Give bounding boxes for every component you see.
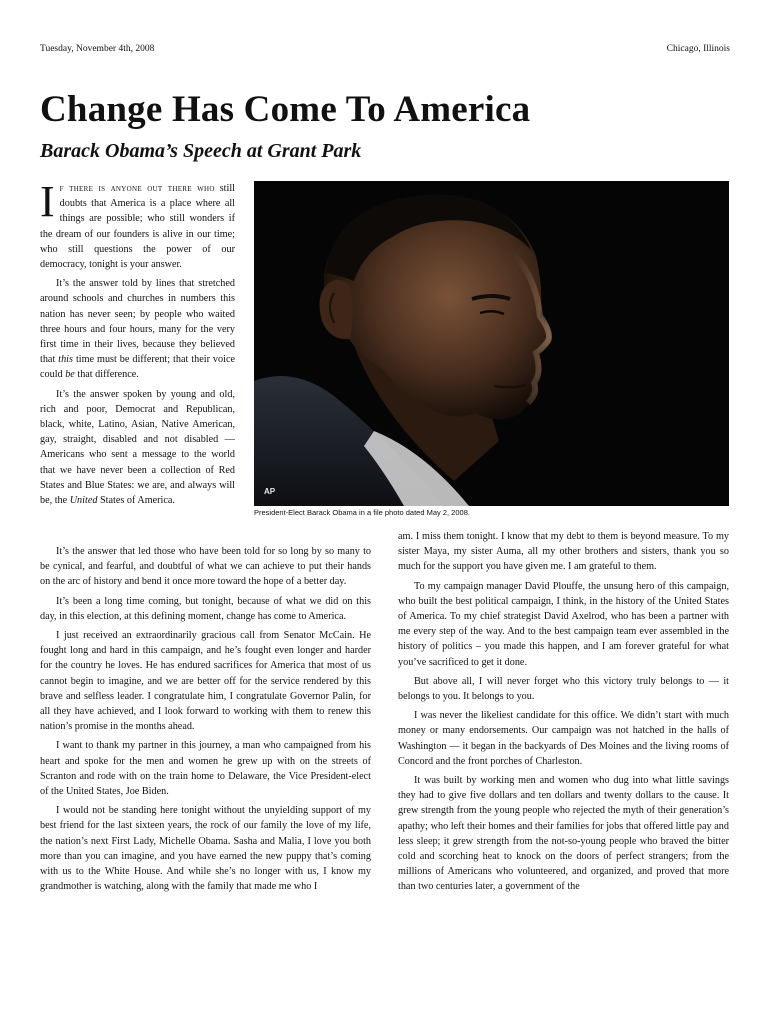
paragraph: I just received an extraordinarily gracious call from Senator McCain. He fought long and hard in this campaign, and he’s fought even longer and harder for the country he loves. He has endured sacrifices for America that most of us cannot begin to imagine, and we are better off for the service rendered by this brave and selfless leader. I congratulate him, I congratulate Governor Palin, for all they have achieved, and I look forward to working with them to renew this nation’s promise in the months ahead.: [40, 630, 371, 733]
left-column-top: [40, 177, 235, 512]
paragraph-text: time must be different; that their voice could: [40, 354, 235, 381]
date: Tuesday, November 4th, 2008: [40, 44, 155, 54]
article-title: Change Has Come To America: [40, 89, 531, 130]
emphasis: this: [58, 354, 73, 366]
photo-credit: AP: [264, 487, 276, 496]
article-subtitle: Barack Obama’s Speech at Grant Park: [40, 140, 362, 162]
paragraph: I was never the likeliest candidate for this office. We didn’t start with much money or many endorsements. Our campaign was not hatched in the halls of Washington — it began in the backyards of Des Moines and the living rooms of Concord and the front porches of Charleston.: [398, 710, 729, 767]
emphasis: United: [69, 495, 98, 507]
paragraph-text: It’s the answer told by lines that stretched around schools and churches in numbers this nation has never seen; by people who waited three hours and four hours, many for the very first time in their lives, because they believed that: [40, 278, 235, 366]
paragraph: To my campaign manager David Plouffe, the unsung hero of this campaign, who built the best political campaign, I think, in the history of the United States of America. To my chief strategist David Axelrod, who has been a partner with me every step of the way. And to the best campaign team ever assembled in the history of politics – you made this happen, and I am forever grateful for what you’ve sacrificed to get it done.: [398, 580, 729, 668]
paragraph-text: It’s the answer spoken by young and old, rich and poor, Democrat and Republican, black, white, Latino, Asian, Native American, gay, straight, disabled and not disabled —Americans who sent a message to the world that we have never been a collection of Red States and Blue States: we are, and always will be, the: [40, 388, 235, 507]
paragraph: It’s been a long time coming, but tonight, because of what we did on this day, in this election, at this defining moment, change has come to America.: [40, 595, 371, 622]
emphasis: be: [65, 369, 75, 381]
paragraph: am. I miss them tonight. I know that my debt to them is beyond measure. To my sister Maya, my sister Auma, all my other brothers and sisters, thank you so much for the support you have given me. I am grateful to them.: [398, 531, 729, 573]
right-column: [398, 529, 729, 899]
photo-caption: President-Elect Barack Obama in a file photo dated May 2, 2008.: [254, 508, 470, 517]
drop-cap: I: [40, 177, 55, 226]
paragraph: [40, 387, 235, 509]
paragraph: [40, 276, 235, 382]
location: Chicago, Illinois: [666, 44, 730, 54]
paragraph-text: that difference.: [74, 369, 139, 381]
left-column-bottom: [40, 544, 371, 898]
speech-photo: [254, 181, 729, 506]
paragraph-text: States of America.: [97, 495, 175, 507]
paragraph: I want to thank my partner in this journey, a man who campaigned from his heart and spoke for the men and women he grew up with on the streets of Scranton and rode with on the train home to Delaware, the Vice President-elect of the United States, Joe Biden.: [40, 740, 371, 798]
paragraph: I would not be standing here tonight without the unyielding support of my best friend for the last sixteen years, the rock of our family the love of my life, the nation’s next First Lady, Michelle Obama. Sasha and Malia, I love you both more than you can imagine, and you have earned the new puppy that’s coming with us to the White House. And while she’s no longer with us, I know my grandmother is watching, along with the family that made me who I: [40, 805, 371, 893]
paragraph-text: still doubts that America is a place where all things are possible; who still wonders if the dream of our founders is alive in our time; who still questions the power of our democracy, tonight is your answer.: [40, 183, 235, 271]
dateline: [40, 44, 730, 58]
portrait-illustration: [254, 181, 729, 506]
paragraph: [40, 177, 235, 272]
paragraph: But above all, I will never forget who this victory truly belongs to — it belongs to you. It belongs to you.: [398, 675, 729, 703]
paragraph: It’s the answer that led those who have been told for so long by so many to be cynical, and fearful, and doubtful of what we can achieve to put their hands on the arc of history and bend it once more toward the hope of a better day.: [40, 546, 371, 588]
lead-in: f there is anyone out there who: [59, 183, 215, 194]
paragraph: It was built by working men and women who dug into what little savings they had to give five dollars and ten dollars and twenty dollars to the cause. It grew strength from the young people who rejected the myth of their generation’s apathy; who left their homes and their families for jobs that offered little pay and less sleep; it grew strength from the not-so-young people who braved the bitter cold and scorching heat to knock on the doors of perfect strangers; from the millions of Americans who volunteered, and organized, and proved that more than two centuries later, a government of the: [398, 775, 729, 893]
